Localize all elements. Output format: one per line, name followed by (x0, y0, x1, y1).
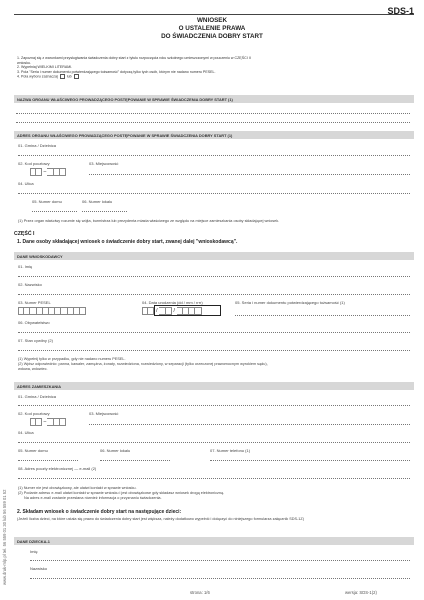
org-ulica-label: 04. Ulica (18, 181, 34, 186)
address-gmina-label: 01. Gmina / Dzielnica (18, 394, 57, 399)
address-nr-domu-field[interactable] (18, 460, 78, 461)
instruction-3: 3. Pola "Seria i numer dokumentu potwierdzającego tożsamość" dotyczą tylko tych osób, którym nie nadano numeru PESEL. (17, 69, 216, 74)
applicant-pesel-field[interactable] (18, 307, 86, 315)
applicant-seria-label: 05. Seria i numer dokumentu potwierdzającego tożsamość (1) (235, 300, 345, 305)
title-line-3: DO ŚWIADCZENIA DOBRY START (161, 33, 263, 40)
org-ulica-field[interactable] (18, 193, 410, 194)
instruction-4: 4. Pola wyboru zaznaczaj lub (17, 74, 317, 79)
applicant-footnotes: (1) Wypełnij tylko w przypadku, gdy nie nadano numeru PESEL. (2) Wpisz odpowiednio: panna, kawaler, zamężna, żonaty, rozwiedziona, rozwiedziony, w separacji (tylko orzeczonej prawomocnym wyrokiem sądu), wdowa, wdowiec. (18, 357, 268, 371)
child-nazwisko-field[interactable] (30, 578, 410, 579)
address-email-label: 08. Adres poczty elektronicznej — e-mail (2) (18, 466, 97, 471)
address-kod-label: 02. Kod pocztowy (18, 411, 50, 416)
address-postcode-field[interactable]: – (30, 418, 66, 426)
applicant-pesel-label: 03. Numer PESEL (18, 300, 51, 305)
org-kod-label: 02. Kod pocztowy (18, 161, 50, 166)
applicant-nazwisko-label: 02. Nazwisko (18, 282, 42, 287)
org-nr-lokalu-field[interactable] (82, 211, 127, 212)
org-nr-domu-label: 05. Numer domu (32, 199, 62, 204)
address-nr-lokalu-field[interactable] (100, 460, 170, 461)
org-gmina-field[interactable] (18, 155, 410, 156)
title-line-1: WNIOSEK (196, 17, 228, 24)
checkbox-x-sample (74, 74, 79, 79)
applicant-imie-label: 01. Imię (18, 264, 33, 269)
address-ulica-label: 04. Ulica (18, 430, 34, 435)
child-imie-label: Imię (30, 549, 38, 554)
part-1-title: CZĘŚĆ I (14, 231, 35, 237)
applicant-stan-label: 07. Stan cywilny (2) (18, 338, 53, 343)
address-footnotes: (1) Numer nie jest obowiązkowy, ale ułatwi kontakt w sprawie wniosku. (2) Podanie adresu e-mail ułatwi kontakt w sprawie wniosku i jest obowiązkowe gdy składasz wniosek drogą elektroniczną. Na adres e-mail zostanie przesłana również informacja o przyznaniu świadczenia. (18, 486, 225, 500)
dob-highlight (154, 305, 221, 316)
org-gmina-label: 01. Gmina / Dzielnica (18, 143, 57, 148)
footer-version: wersja: SDS-1(2) (345, 590, 377, 595)
org-nr-domu-field[interactable] (32, 211, 77, 212)
instruction-2: 2. Wypełniaj WIELKIMI LITERAMI. (17, 65, 73, 70)
address-email-field[interactable] (18, 478, 410, 479)
section-2-title: 2. Składam wniosek o świadczenie dobry start na następujące dzieci: (17, 509, 182, 515)
top-rule (14, 14, 414, 15)
address-nr-lokalu-label: 06. Numer lokalu (100, 448, 131, 453)
org-name-line-2[interactable] (16, 122, 410, 123)
address-gmina-field[interactable] (18, 405, 410, 406)
address-nr-domu-label: 05. Numer domu (18, 448, 48, 453)
address-ulica-field[interactable] (18, 442, 410, 443)
applicant-seria-field[interactable] (235, 315, 410, 316)
instruction-1b: wniosku. (17, 60, 31, 65)
org-miejscowosc-field[interactable] (89, 174, 410, 175)
section-2-note: (Jeżeli liczba dzieci, na które ustala się prawo do świadczenia dobry start jest większa, należy dodatkowo wypełnić i dołączyć do niniejszego formularza załącznik SDS-1Z) (17, 517, 305, 521)
org-footnote: (1) Przez organ właściwy rozumie się wójta, burmistrza lub prezydenta miasta właściwego ze względu na miejsce zamieszkania osoby składającej wniosek. (18, 219, 280, 223)
form-title (0, 17, 424, 41)
child-1-header: DANE DZIECKA-1 (14, 537, 414, 545)
address-header: ADRES ZAMIESZKANIA (14, 382, 414, 390)
org-address-header: ADRES ORGANU WŁAŚCIWEGO PROWADZĄCEGO POSTĘPOWANIE W SPRAWIE ŚWIADCZENIA DOBRY START (1) (14, 131, 414, 139)
part-1-subtitle: 1. Dane osoby składającej wniosek o świadczenie dobry start, zwanej dalej "wnioskodawcą". (17, 239, 238, 245)
side-print-info: www.druk-mlp.pl tel. 56 559 01 30 lub 56 559 01 52 (2, 489, 7, 585)
instruction-1: 1. Zapoznaj się z warunkami przysługiwania świadczenia dobry start z tytułu rozpoczęcia roku szkolnego umieszczonymi w pouczeniu w CZĘŚCI II (17, 56, 251, 60)
footer-page: strona: 1/6 (190, 590, 210, 595)
applicant-obywatelstwo-field[interactable] (18, 332, 410, 333)
child-imie-field[interactable] (30, 560, 410, 561)
child-nazwisko-label: Nazwisko (30, 566, 48, 571)
address-telefon-field[interactable] (210, 460, 410, 461)
title-line-2: O USTALENIE PRAWA (178, 25, 246, 32)
org-name-header: NAZWA ORGANU WŁAŚCIWEGO PROWADZĄCEGO POSTĘPOWANIE W SPRAWIE ŚWIADCZENIA DOBRY START (1) (14, 95, 414, 103)
instructions (17, 56, 317, 79)
org-postcode-field[interactable]: – (30, 168, 66, 176)
form-code: SDS-1 (387, 6, 414, 16)
org-nr-lokalu-label: 06. Numer lokalu (82, 199, 113, 204)
applicant-dob-field[interactable]: / / (142, 307, 202, 315)
address-telefon-label: 07. Numer telefonu (1) (210, 448, 251, 453)
org-miejscowosc-label: 03. Miejscowość (89, 161, 119, 166)
applicant-imie-field[interactable] (18, 276, 410, 277)
checkbox-checked-sample (60, 74, 65, 79)
applicant-obywatelstwo-label: 06. Obywatelstwo (18, 320, 50, 325)
applicant-header: DANE WNIOSKODAWCY (14, 252, 414, 260)
applicant-dob-label: 04. Data urodzenia (dd / mm / rrrr) (142, 300, 203, 305)
applicant-nazwisko-field[interactable] (18, 294, 410, 295)
address-miejscowosc-label: 03. Miejscowość (89, 411, 119, 416)
address-miejscowosc-field[interactable] (89, 424, 410, 425)
org-name-line-1[interactable] (16, 113, 410, 114)
applicant-stan-field[interactable] (18, 350, 410, 351)
